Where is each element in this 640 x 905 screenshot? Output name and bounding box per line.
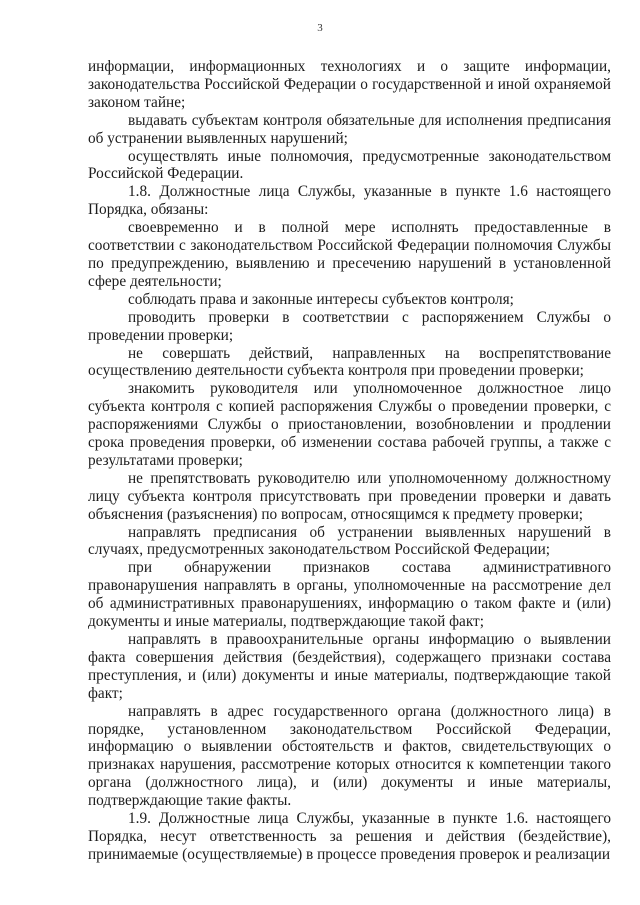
paragraph: знакомить руководителя или уполномоченное должностное лицо субъекта контроля с копией распоряжения Службы о проведении проверки, с распоряжениями Службы о приостановлении, возобновлении и продлении срока проведения проверки, об изменении состава рабочей группы, а также с результатами проверки;	[88, 380, 611, 469]
paragraph: направлять в адрес государственного органа (должностного лица) в порядке, установленном законодательством Российской Федерации, информацию о выявлении обстоятельств и фактов, свидетельствующих о признаках нарушения, рассмотрение которых относится к компетенции такого органа (должностного лица), и (или) документы и иные материалы, подтверждающие такие факты.	[88, 702, 611, 810]
paragraph: информации, информационных технологиях и о защите информации, законодательства Российской Федерации о государственной и иной охраняемой законом тайне;	[88, 58, 611, 111]
paragraph: не препятствовать руководителю или уполномоченному должностному лицу субъекта контроля присутствовать при проведении проверки и давать объяснения (разъяснения) по вопросам, относящимся к предмету проверки;	[88, 469, 611, 523]
paragraph: направлять в правоохранительные органы информацию о выявлении факта совершения действия (бездействия), содержащего признаки состава преступления, и (или) документы и иные материалы, подтверждающие такой факт;	[88, 631, 611, 702]
paragraph: осуществлять иные полномочия, предусмотренные законодательством Российской Федерации.	[88, 147, 611, 183]
paragraph: 1.8. Должностные лица Службы, указанные в пункте 1.6 настоящего Порядка, обязаны:	[88, 183, 611, 219]
paragraph: не совершать действий, направленных на воспрепятствование осуществлению деятельности субъекта контроля при проведении проверки;	[88, 344, 611, 380]
paragraph: направлять предписания об устранении выявленных нарушений в случаях, предусмотренных законодательством Российской Федерации;	[88, 523, 611, 559]
page-number: 3	[317, 22, 323, 34]
paragraph: соблюдать права и законные интересы субъектов контроля;	[128, 290, 514, 308]
paragraph: выдавать субъектам контроля обязательные для исполнения предписания об устранении выявленных нарушений;	[88, 111, 611, 147]
document-body	[88, 58, 611, 864]
paragraph: проводить проверки в соответствии с распоряжением Службы о проведении проверки;	[88, 308, 611, 344]
paragraph: при обнаружении признаков состава административного правонарушения направлять в органы, уполномоченные на рассмотрение дел об административных правонарушениях, информацию о таком факте и (или) документы и иные материалы, подтверждающие такой факт;	[88, 559, 611, 631]
paragraph: своевременно и в полной мере исполнять предоставленные в соответствии с законодательством Российской Федерации полномочия Службы по предупреждению, выявлению и пресечению нарушений в установленной сфере деятельности;	[88, 219, 611, 290]
paragraph: 1.9. Должностные лица Службы, указанные в пункте 1.6. настоящего Порядка, несут ответственность за решения и действия (бездействие), принимаемые (осуществляемые) в процессе проведения проверок и реализации	[88, 810, 611, 863]
